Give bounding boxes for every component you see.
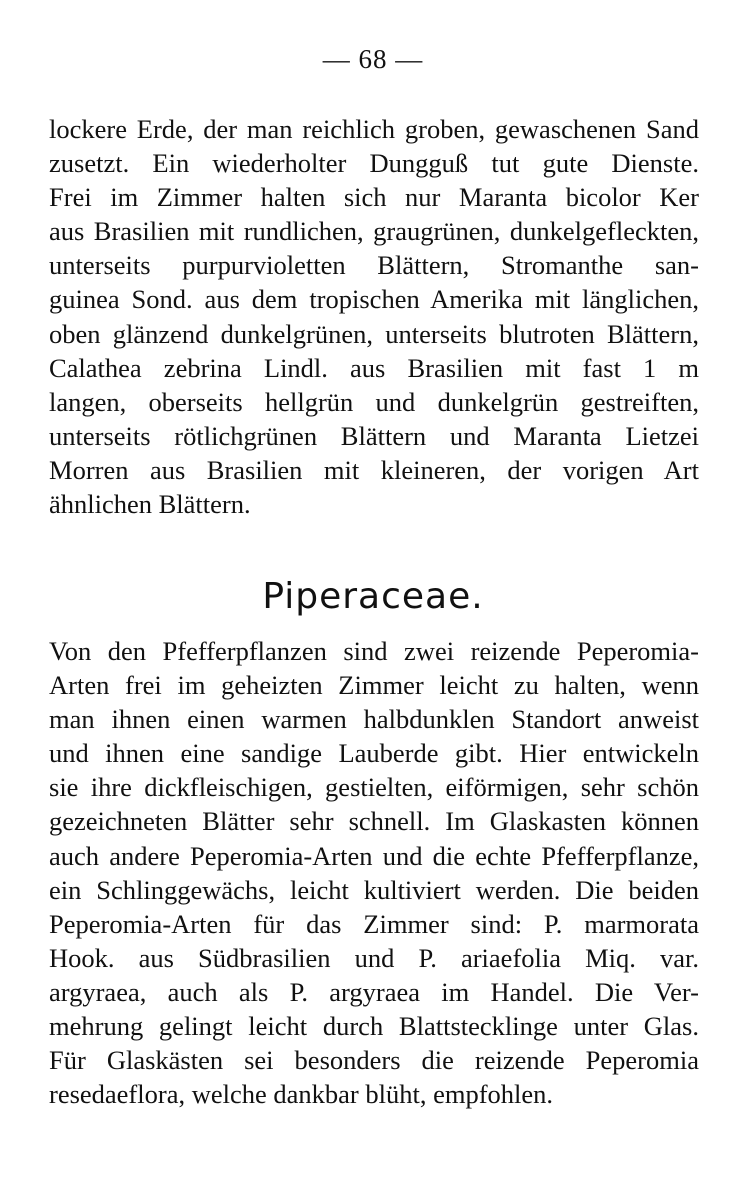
text-line: langen, oberseits hellgrün und dunkelgrün gestreiften, [49, 386, 699, 417]
text-line: gezeichneten Blätter sehr schnell. Im Glaskasten können [49, 806, 699, 837]
text-line: aus Brasilien mit rundlichen, graugrünen, dunkelgefleckten, [49, 216, 699, 247]
text-line: resedaeflora, welche dankbar blüht, empfohlen. [49, 1079, 554, 1110]
text-line: oben glänzend dunkelgrünen, unterseits blutroten Blättern, [49, 318, 699, 349]
text-line: Morren aus Brasilien mit kleineren, der vorigen Art [49, 454, 699, 485]
text-line: ein Schlinggewächs, leicht kultiviert werden. Die beiden [49, 874, 699, 905]
text-line: unterseits purpurvioletten Blättern, Stromanthe san- [49, 250, 699, 281]
text-line: ähnlichen Blättern. [49, 489, 251, 520]
text-line: man ihnen einen warmen halbdunklen Standort anweist [49, 704, 699, 735]
text-line: unterseits rötlichgrünen Blättern und Maranta Lietzei [49, 420, 699, 451]
page-number: — 68 — [322, 44, 424, 74]
text-line: zusetzt. Ein wiederholter Dungguß tut gute Dienste. [49, 148, 699, 179]
text-line: Peperomia-Arten für das Zimmer sind: P. marmorata [49, 908, 699, 939]
text-line: und ihnen eine sandige Lauberde gibt. Hier entwickeln [49, 738, 699, 769]
text-line: Calathea zebrina Lindl. aus Brasilien mit fast 1 m [49, 352, 699, 383]
paragraph-marantaceae [49, 112, 699, 521]
text-line: lockere Erde, der man reichlich groben, gewaschenen Sand [49, 114, 699, 144]
text-line: guinea Sond. aus dem tropischen Amerika mit länglichen, [49, 284, 699, 315]
text-line: Von den Pfefferpflanzen sind zwei reizende Peperomia- [49, 636, 699, 666]
text-line: auch andere Peperomia-Arten und die echte Pfefferpflanze, [49, 840, 699, 871]
text-line: mehrung gelingt leicht durch Blattstecklinge unter Glas. [49, 1011, 699, 1042]
text-line: argyraea, auch als P. argyraea im Handel. Die Ver- [49, 976, 699, 1007]
text-line: Hook. aus Südbrasilien und P. ariaefolia Miq. var. [49, 942, 699, 973]
text-line: Für Glaskästen sei besonders die reizende Peperomia [49, 1045, 699, 1076]
text-line: sie ihre dickfleischigen, gestielten, eiförmigen, sehr schön [49, 772, 699, 803]
text-line: Frei im Zimmer halten sich nur Maranta bicolor Ker [49, 182, 699, 213]
paragraph-piperaceae [49, 634, 699, 1111]
text-line: Arten frei im geheizten Zimmer leicht zu halten, wenn [49, 670, 699, 701]
section-heading: Piperaceae. [262, 576, 484, 617]
